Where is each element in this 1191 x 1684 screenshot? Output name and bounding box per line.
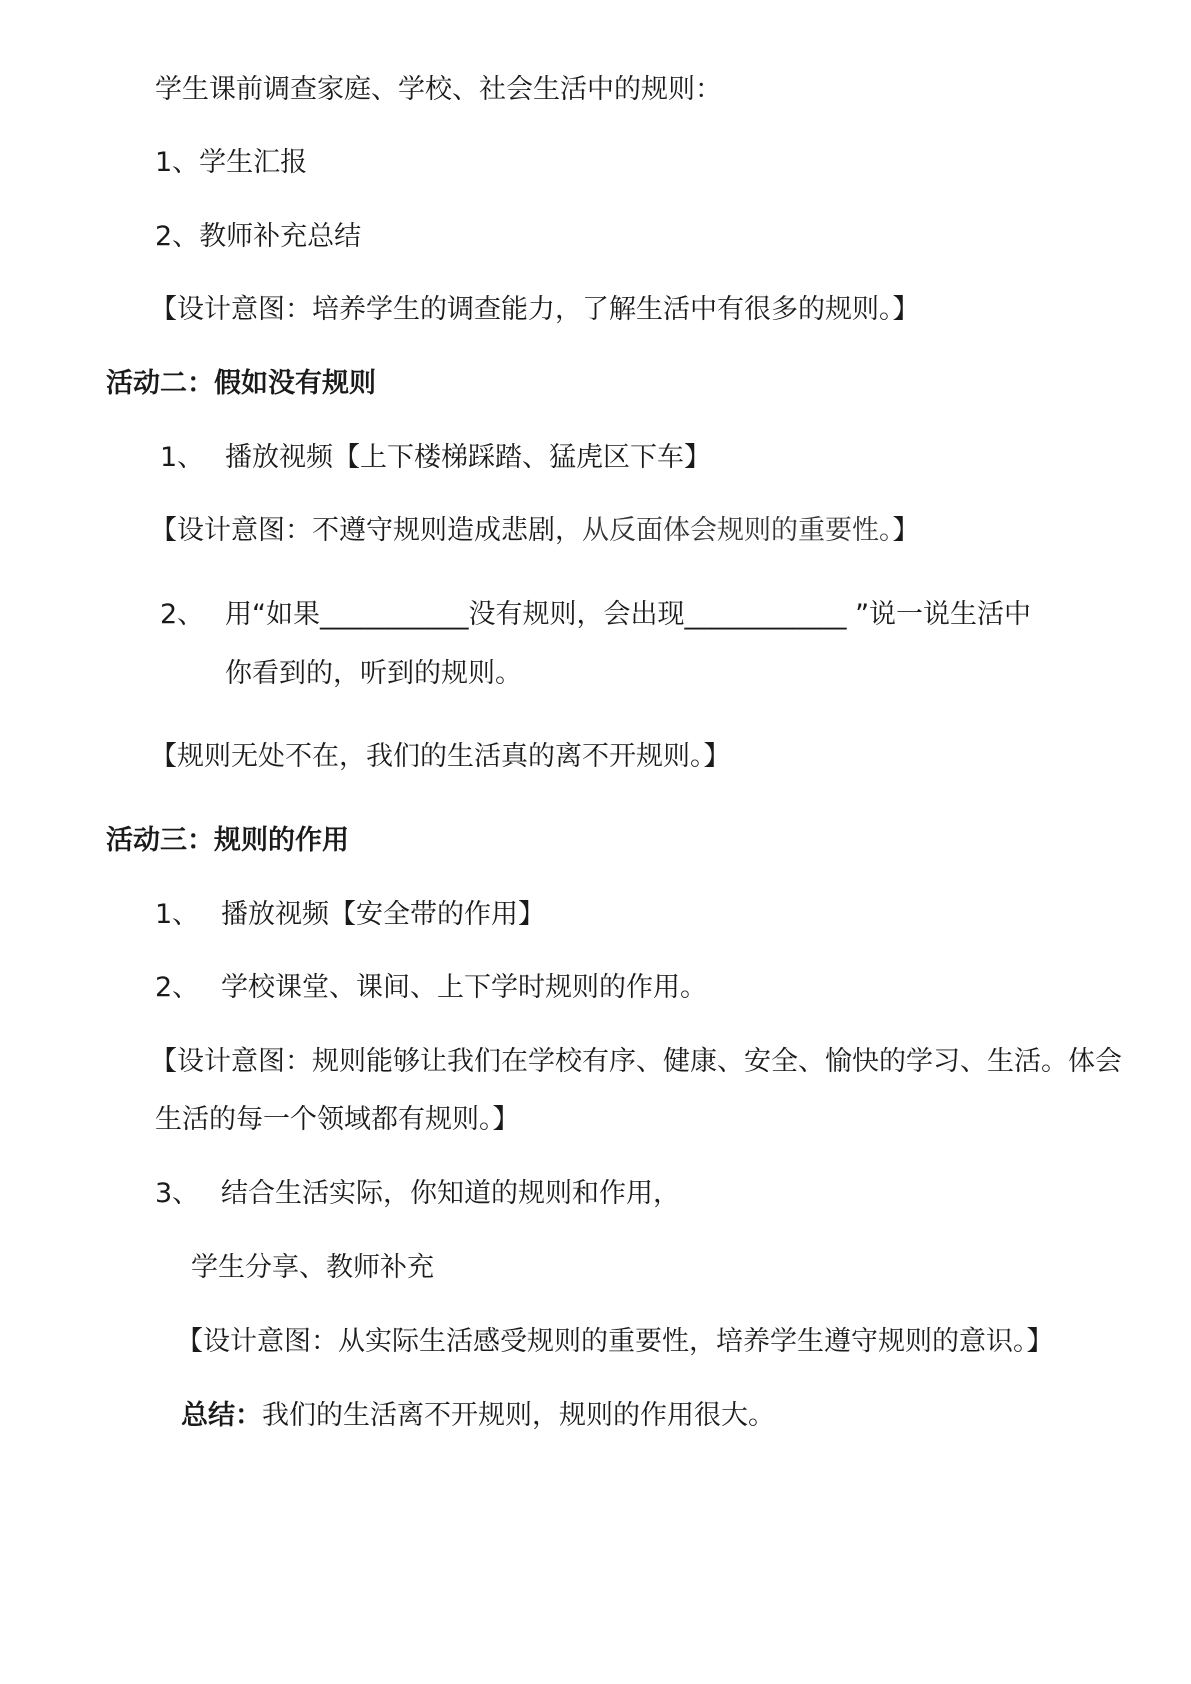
activity1-design-intent: 【设计意图：培养学生的调查能力，了解生活中有很多的规则。】 xyxy=(150,294,920,325)
activity3-design-intent-line-2: 生活的每一个领域都有规则。】 xyxy=(155,1104,520,1135)
activity1-item-1: 1、学生汇报 xyxy=(155,147,308,178)
activity3-share: 学生分享、教师补充 xyxy=(191,1252,434,1283)
activity2-item-2-number: 2、 xyxy=(160,599,205,630)
activity2-note: 【规则无处不在，我们的生活真的离不开规则。】 xyxy=(150,741,731,772)
activity3-item-1-text: 播放视频【安全带的作用】 xyxy=(221,899,545,930)
intro-text: 学生课前调查家庭、学校、社会生活中的规则： xyxy=(155,74,722,105)
activity3-item-3-text: 结合生活实际，你知道的规则和作用， xyxy=(221,1178,680,1209)
activity1-item-2: 2、教师补充总结 xyxy=(155,221,362,252)
activity2-item-1-number: 1、 xyxy=(160,442,205,473)
activity2-item-1-text: 播放视频【上下楼梯踩踏、猛虎区下车】 xyxy=(225,442,711,473)
activity3-item-2-text: 学校课堂、课间、上下学时规则的作用。 xyxy=(221,972,707,1003)
activity2-intent-serif: 从反面体会规则的重要性。 xyxy=(582,515,893,546)
summary xyxy=(181,1398,775,1434)
activity2-design-intent xyxy=(150,513,920,549)
activity2-item-2-line-2: 你看到的，听到的规则。 xyxy=(225,658,522,689)
activity3-item-1-number: 1、 xyxy=(155,899,200,930)
activity2-item-2-line-1: 用“如果___________没有规则，会出现____________ ”说一说生活中 xyxy=(225,599,1032,630)
activity2-intent-main: 【设计意图：不遵守规则造成悲剧， xyxy=(150,515,582,546)
activity2-heading: 活动二：假如没有规则 xyxy=(106,368,376,399)
activity3-heading: 活动三：规则的作用 xyxy=(106,825,349,856)
summary-text: 我们的生活离不开规则，规则的作用很大。 xyxy=(262,1400,775,1431)
activity3-item-3-number: 3、 xyxy=(155,1178,200,1209)
activity3-design-intent-line-1: 【设计意图：规则能够让我们在学校有序、健康、安全、愉快的学习、生活。体会 xyxy=(150,1046,1122,1077)
activity3-item-2-number: 2、 xyxy=(155,972,200,1003)
activity3-design-intent-3: 【设计意图：从实际生活感受规则的重要性，培养学生遵守规则的意识。】 xyxy=(176,1326,1054,1357)
summary-label: 总结： xyxy=(181,1400,262,1431)
activity2-intent-end: 】 xyxy=(892,515,920,546)
